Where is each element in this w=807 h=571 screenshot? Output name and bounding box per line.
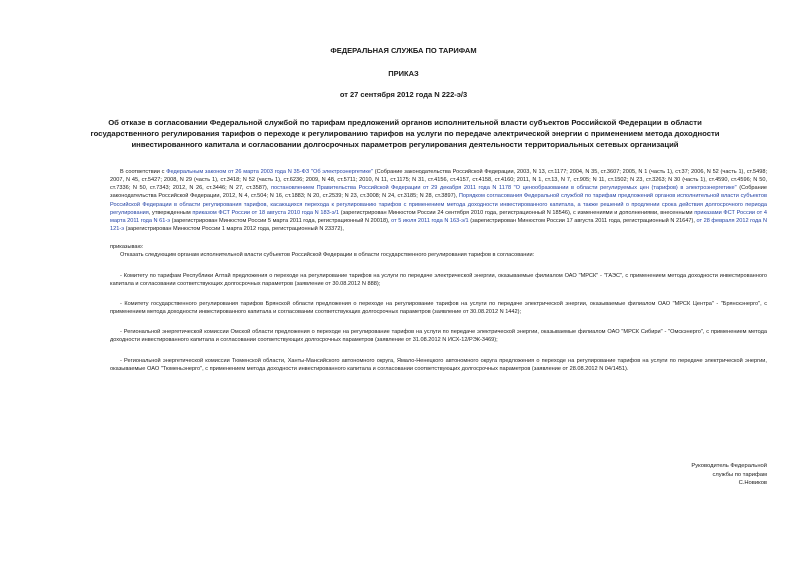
- government-resolution-link[interactable]: постановлением Правительства Российской Федерации от 29 декабря 2011 года N 1178 "О ценообразовании в области регулируемых цен (тарифов) в электроэнергетике": [270, 185, 737, 192]
- signature-name: С.Новиков: [738, 480, 767, 487]
- preamble-text: (зарегистрирован Минюстом России 24 сентября 2010 года, регистрационный N 18546), с изменениями и дополнениями, внесенными: [339, 209, 695, 216]
- orders-text: приказываю:: [110, 244, 144, 251]
- preamble-text: , утвержденным: [148, 209, 193, 216]
- signature-agency: службы по тарифам: [712, 471, 767, 478]
- procedure-link[interactable]: Порядком согласования Федеральной службой по тарифам предложений органов исполнительной власти субъектов Российской Федерации в области регулирования тарифов, касающихся перехода к регулированию тарифов с применением метода доходности инвестированного капитала, а также решений о продлении срока действия долгосрочного периода регулирования: [110, 193, 768, 216]
- order-121-link[interactable]: от 28 февраля 2012 года N 121-э: [110, 217, 768, 233]
- refuse-intro: Отказать следующим органам исполнительной власти субъектов Российской Федерации в области государственного регулирования тарифов в согласовании:: [120, 252, 535, 259]
- signature-position: Руководитель Федеральной: [691, 463, 767, 469]
- doc-type-heading: ПРИКАЗ: [388, 69, 419, 78]
- title-line: инвестированного капитала и согласовании долгосрочных параметров регулирования деятельности территориальных сетевых организаций: [131, 140, 679, 149]
- document-title: [70, 117, 740, 150]
- list-item: - Комитету государственного регулирования тарифов Брянской области предложения о переходе на регулирование тарифов на услуги по передаче электрической энергии, оказываемые филиалом ОАО "МРСК Центра" - "Брянскэнерго", с применением метода доходности инвестированного капитала и согласовании соответствующих долгосрочных параметров (заявление от 30.08.2012 N 1442);: [110, 300, 767, 316]
- document-body: [110, 168, 767, 373]
- list-item: - Комитету по тарифам Республики Алтай предложения о переходе на регулирование тарифов на услуги по передаче электрической энергии, оказываемые филиалом ОАО "МРСК" - "ГАЭС", с применением метода доходности инвестированного капитала и согласовании соответствующих долгосрочных параметров (заявление от 30.08.2012 N 888);: [110, 272, 767, 287]
- federal-law-link[interactable]: Федеральным законом от 26 марта 2003 года N 35-ФЗ "Об электроэнергетике": [166, 169, 374, 175]
- title-line: государственного регулирования тарифов о переходе к регулированию тарифов на услуги по передаче электрической энергии с применением метода доходности: [90, 129, 720, 138]
- preamble-text: (Собрание законодательства Российской Федерации, 2012, N 4, ст.504; N 16, ст.1883; N 20, ст.2539; N 23, ст.3008; N 24, ст.3185; N 28, ст.3897),: [110, 185, 767, 200]
- preamble-text: В соответствии с: [120, 169, 167, 175]
- list-item: - Региональной энергетической комиссии Омской области предложения о переходе на регулирование тарифов на услуги по передаче электрической энергии, оказываемые филиалом ОАО "МРСК Сибири" - "Омскэнерго", с применением метода доходности инвестированного капитала и согласовании соответствующих долгосрочных параметров (заявление от 31.08.2012 N ИСХ-12/РЭК-3469);: [110, 329, 767, 344]
- order-183-link[interactable]: приказом ФСТ России от 18 августа 2010 года N 183-э/1: [192, 209, 340, 216]
- order-163-link[interactable]: от 5 июля 2011 года N 163-э/1: [391, 217, 469, 224]
- date-number-heading: от 27 сентября 2012 года N 222-э/3: [339, 90, 468, 99]
- preamble-text: (зарегистрирован Минюстом России 5 марта 2011 года, регистрационный N 20018),: [170, 217, 392, 224]
- preamble-text: (зарегистрирован Минюстом России 1 марта 2012 года, регистрационный N 23372),: [124, 226, 344, 233]
- list-item: - Региональной энергетической комиссии Тюменской области, Ханты-Мансийского автономного округа, Ямало-Ненецкого автономного округа предложения о переходе на регулирование тарифов на услуги по передаче электрической энергии, оказываемые ОАО "Тюменьэнерго", с применением метода доходности инвестированного капитала и согласовании соответствующих долгосрочных параметров (заявление от 28.08.2012 N 04/1451).: [110, 357, 767, 372]
- signature-block: [691, 462, 767, 488]
- preamble-text: (зарегистрирован Минюстом России 17 августа 2011 года, регистрационный N 21647),: [468, 217, 697, 224]
- preamble-paragraph: [110, 168, 767, 233]
- title-line: Об отказе в согласовании Федеральной службой по тарифам предложений органов исполнительной власти субъектов Российской Федерации в области: [108, 118, 702, 127]
- agency-heading: ФЕДЕРАЛЬНАЯ СЛУЖБА ПО ТАРИФАМ: [330, 46, 477, 55]
- order-61-link[interactable]: приказами ФСТ России от 4 марта 2011 года N 61-э: [110, 209, 767, 224]
- preamble-text: (Собрание законодательства Российской Федерации, 2003, N 13, ст.1177; 2004, N 35, ст.3607; 2005, N 1 (часть 1), ст.37; 2006, N 52 (часть 1), ст.5498; 2007, N 45, ст.5427; 2008, N 29 (часть 1), ст.3418; N 52 (часть 1), ст.6236; 2009, N 48, ст.5711; 2010, N 11, ст.1175; N 31, ст.4156, ст.4157, ст.4158, ст.4160; 2011, N 1, ст.13, N 7, ст.905; N 11, ст.1502; N 23, ст.3263; N 30 (часть 1), ст.4590, ст.4596; N 50, ст.7336; N 50, ст.7343; 2012, N 26, ст.3446; N 27, ст.3587),: [110, 169, 768, 192]
